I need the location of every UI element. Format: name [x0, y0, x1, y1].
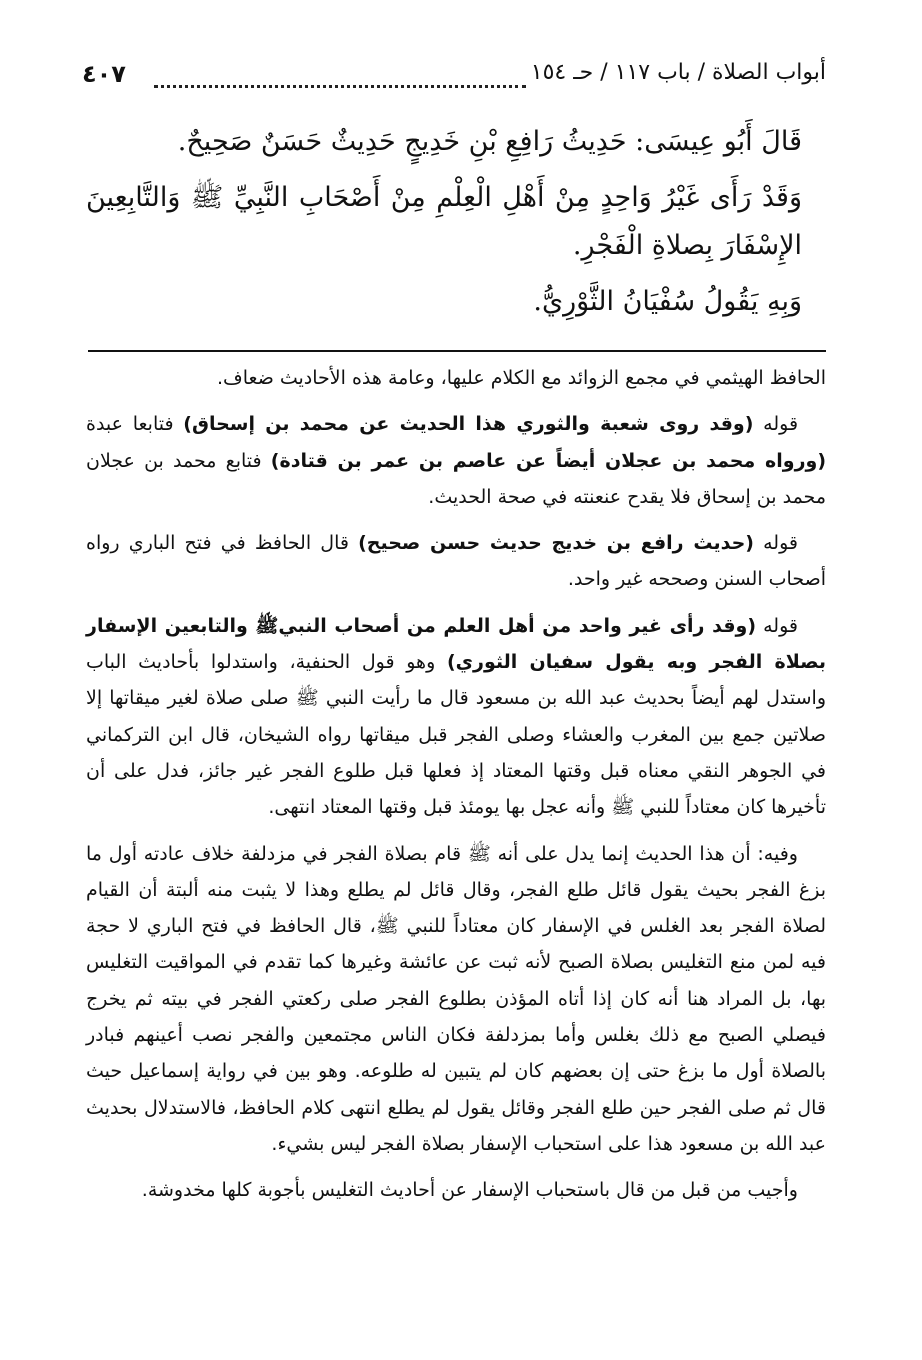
quote-intro: قوله — [763, 614, 798, 637]
dotted-leader — [154, 85, 526, 88]
commentary-para-2 — [86, 406, 826, 515]
commentary-text — [86, 360, 826, 1219]
commentary-para-5: وفيه: أن هذا الحديث إنما يدل على أنه ﷺ قام بصلاة الفجر في مزدلفة خلاف عادته أول ما بزغ الفجر بحيث يقول قائل طلع الفجر، وقال قائل لم يطلع وهذا لا يثبت منه ألبتة أن القيام لصلاة الفجر بعد الغلس في الإسفار كان معتاداً للنبي ﷺ، قال الحافظ في فتح الباري لا حجة فيه لمن منع التغليس بصلاة الصبح لأنه ثبت عن عائشة وغيرها كما تقدم في المواقيت التغليس بها، بل المراد هنا أنه كان إذا أتاه المؤذن بطلوع الفجر صلى ركعتي الفجر في بيته ثم يخرج فيصلي الصبح مع ذلك بغلس وأما بمزدلفة فكان الناس مجتمعين والفجر نصب أعينهم فبادر بالصلاة أول ما بزغ حتى إن بعضهم كان لم يتبين له طلوعه. وهو بين في رواية إسماعيل حيث قال ثم صلى الفجر حين طلع الفجر وقائل يقول لم يطلع انتهى كلام الحافظ، فالاستدلال بحديث عبد الله بن مسعود هذا على استحباب الإسفار بصلاة الفجر ليس بشيء. — [86, 842, 826, 1155]
commentary-para-1: الحافظ الهيثمي في مجمع الزوائد مع الكلام عليها، وعامة هذه الأحاديث ضعاف. — [217, 367, 826, 389]
hadith-line-3: وَبِهِ يَقُولُ سُفْيَانُ الثَّوْرِيُّ. — [533, 286, 802, 317]
commentary-para-6: وأجيب من قبل من قال باستحباب الإسفار عن أحاديث التغليس بأجوبة كلها مخدوشة. — [141, 1179, 798, 1202]
hadith-text — [86, 118, 830, 334]
quote-bold: (حديث رافع بن خديج حديث حسن صحيح) — [358, 532, 754, 555]
commentary-para-4 — [86, 608, 826, 826]
quote-intro: قوله — [763, 532, 798, 555]
commentary-para-3 — [86, 525, 826, 598]
quote-rest: وهو قول الحنفية، واستدلوا بأحاديث الباب واستدل لهم أيضاً بحديث عبد الله بن مسعود قال ما رأيت النبي ﷺ صلى صلاة لغير ميقاتها إلا صلاتين جمع بين المغرب والعشاء وصلى الفجر قبل ميقاتها رواه الشيخان، قال ابن التركماني في الجوهر النقي معناه قبل وقتها المعتاد إذ فعلها قبل طلوع الفجر غير جائز، فدل على أن تأخيرها كان معتاداً للنبي ﷺ وأنه عجل بها يومئذ قبل وقتها المعتاد انتهى. — [86, 651, 826, 819]
running-head: أبواب الصلاة / باب ١١٧ / حـ ١٥٤ — [530, 60, 826, 85]
hadith-line-1: قَالَ أَبُو عِيسَى: حَدِيثُ رَافِعِ بْنِ خَدِيجٍ حَدِيثٌ حَسَنٌ صَحِيحٌ. — [177, 126, 802, 157]
quote-bold: (وقد روى شعبة والثوري هذا الحديث عن محمد بن إسحاق) — [183, 413, 754, 436]
section-divider — [88, 350, 826, 352]
quote-intro: قوله — [763, 413, 799, 436]
quote-mid: فتابعا عبدة — [86, 413, 174, 436]
quote-rest: فتابع محمد بن عجلان محمد بن إسحاق فلا يقدح عنعنته في صحة الحديث. — [86, 449, 826, 508]
page-header — [82, 60, 826, 100]
hadith-para-2: وَقَدْ رَأَى غَيْرُ وَاحِدٍ مِنْ أَهْلِ الْعِلْمِ مِنْ أَصْحَابِ النَّبِيِّ ﷺ وَالتَّابِعِينَ الإِسْفَارَ بِصلاةِ الْفَجْرِ. — [86, 182, 803, 261]
quote-bold-2: (ورواه محمد بن عجلان أيضاً عن عاصم بن عمر بن قتادة) — [270, 449, 826, 472]
quote-bold: (وقد رأى غير واحد من أهل العلم من أصحاب النبيﷺ والتابعين الإسفار بصلاة الفجر وبه يقول سفيان الثوري) — [86, 614, 826, 674]
quote-rest: قال الحافظ في فتح الباري رواه أصحاب السنن وصححه غير واحد. — [86, 532, 826, 591]
page-number: ٤٠٧ — [82, 60, 126, 88]
